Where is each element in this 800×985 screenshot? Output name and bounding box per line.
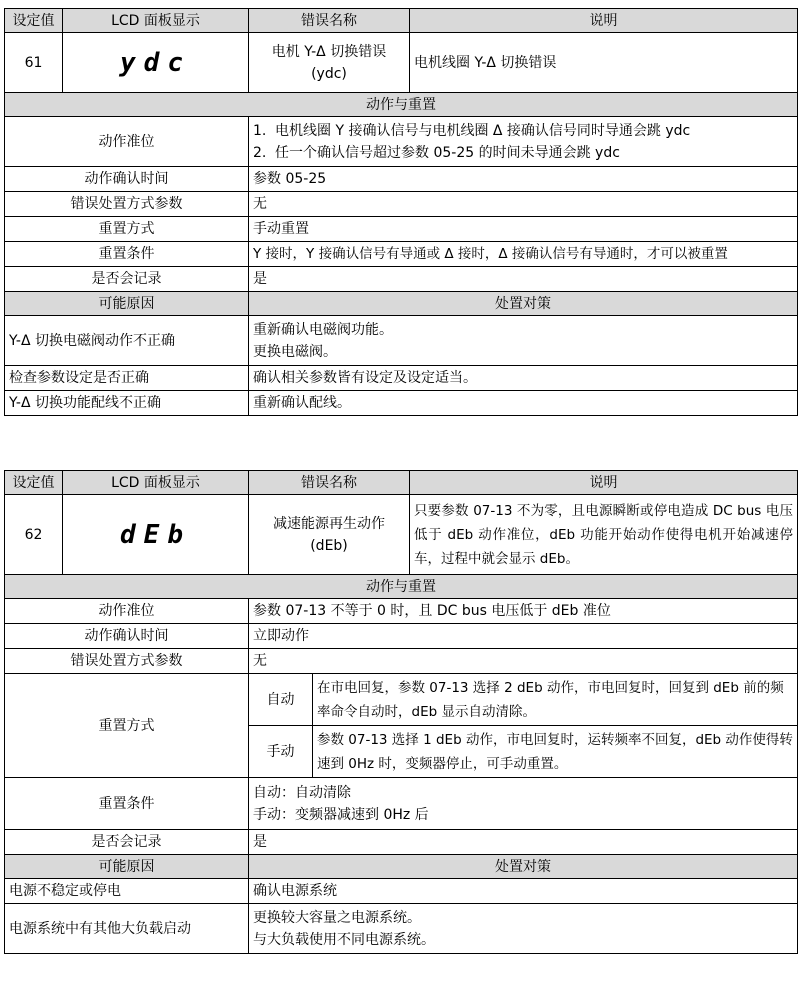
- list-item: 2. 任一个确认信号超过参数 05-25 的时间未导通会跳 ydc: [253, 144, 620, 161]
- measure-cell: [249, 316, 798, 366]
- reset-manual-label: 手动: [249, 726, 313, 778]
- list-item: 重新确认电磁阀功能。: [253, 321, 393, 338]
- error-name: [249, 495, 410, 575]
- error-name-line2: (ydc): [311, 65, 347, 82]
- cause-cell: 检查参数设定是否正确: [5, 366, 249, 391]
- handling-param-value: 无: [249, 649, 798, 674]
- label-reset-condition: 重置条件: [5, 778, 249, 830]
- reset-auto-label: 自动: [249, 674, 313, 726]
- header-setting: 设定值: [5, 9, 63, 33]
- reset-manual-text: 参数 07-13 选择 1 dEb 动作，市电回复时，运转频率不回复，dEb 动作使得转速到 0Hz 时，变频器停止，可手动重置。: [313, 726, 798, 778]
- measure-cell: 确认相关参数皆有设定及设定适当。: [249, 366, 798, 391]
- measure-cell: 确认电源系统: [249, 879, 798, 904]
- header-lcd: LCD 面板显示: [63, 9, 249, 33]
- measure-cell: [249, 904, 798, 954]
- cause-cell: Y-Δ 切换电磁阀动作不正确: [5, 316, 249, 366]
- reset-auto-text: 在市电回复，参数 07-13 选择 2 dEb 动作，市电回复时，回复到 dEb 前的频率命令自动时，dEb 显示自动清除。: [313, 674, 798, 726]
- action-level-list: [249, 117, 798, 167]
- error-name: [249, 33, 410, 93]
- fault-description: 电机线圈 Y-Δ 切换错误: [410, 33, 798, 93]
- fault-code: 62: [5, 495, 63, 575]
- fault-61-table: [4, 8, 798, 416]
- list-item: 与大负载使用不同电源系统。: [253, 931, 435, 948]
- lcd-display: dEb: [63, 495, 249, 575]
- list-item: 1. 电机线圈 Y 接确认信号与电机线圈 Δ 接确认信号同时导通会跳 ydc: [253, 122, 691, 139]
- cause-cell: Y-Δ 切换功能配线不正确: [5, 391, 249, 416]
- list-item: 手动：变频器减速到 0Hz 后: [253, 806, 429, 823]
- header-error-name: 错误名称: [249, 9, 410, 33]
- action-level-value: 参数 07-13 不等于 0 时，且 DC bus 电压低于 dEb 准位: [249, 599, 798, 624]
- list-item: 更换较大容量之电源系统。: [253, 909, 421, 926]
- confirm-time-value: 参数 05-25: [249, 167, 798, 192]
- header-lcd: LCD 面板显示: [63, 471, 249, 495]
- section-action-reset: 动作与重置: [5, 93, 798, 117]
- label-handling-param: 错误处置方式参数: [5, 192, 249, 217]
- label-record: 是否会记录: [5, 267, 249, 292]
- reset-condition-value: [249, 778, 798, 830]
- error-name-line2: (dEb): [310, 537, 348, 554]
- label-reset-condition: 重置条件: [5, 242, 249, 267]
- label-handling-param: 错误处置方式参数: [5, 649, 249, 674]
- section-action-reset: 动作与重置: [5, 575, 798, 599]
- measure-cell: 重新确认配线。: [249, 391, 798, 416]
- handling-param-value: 无: [249, 192, 798, 217]
- list-item: 更换电磁阀。: [253, 343, 337, 360]
- record-value: 是: [249, 267, 798, 292]
- header-error-name: 错误名称: [249, 471, 410, 495]
- reset-method-value: 手动重置: [249, 217, 798, 242]
- cause-cell: 电源不稳定或停电: [5, 879, 249, 904]
- label-action-level: 动作准位: [5, 117, 249, 167]
- header-description: 说明: [410, 471, 798, 495]
- fault-62-table: [4, 470, 798, 954]
- header-cause: 可能原因: [5, 292, 249, 316]
- fault-description: 只要参数 07-13 不为零，且电源瞬断或停电造成 DC bus 电压低于 dEb 动作准位，dEb 功能开始动作使得电机开始减速停车，过程中就会显示 dEb。: [410, 495, 798, 575]
- label-reset-method: 重置方式: [5, 674, 249, 778]
- header-cause: 可能原因: [5, 855, 249, 879]
- label-confirm-time: 动作确认时间: [5, 624, 249, 649]
- error-name-line1: 减速能源再生动作: [273, 515, 385, 532]
- fault-code: 61: [5, 33, 63, 93]
- header-measure: 处置对策: [249, 292, 798, 316]
- reset-condition-value: Y 接时，Y 接确认信号有导通或 Δ 接时，Δ 接确认信号有导通时，才可以被重置: [249, 242, 798, 267]
- error-name-line1: 电机 Y-Δ 切换错误: [271, 43, 387, 60]
- label-record: 是否会记录: [5, 830, 249, 855]
- label-confirm-time: 动作确认时间: [5, 167, 249, 192]
- header-description: 说明: [410, 9, 798, 33]
- confirm-time-value: 立即动作: [249, 624, 798, 649]
- list-item: 自动：自动清除: [253, 784, 351, 801]
- header-measure: 处置对策: [249, 855, 798, 879]
- record-value: 是: [249, 830, 798, 855]
- cause-cell: 电源系统中有其他大负载启动: [5, 904, 249, 954]
- label-reset-method: 重置方式: [5, 217, 249, 242]
- header-setting: 设定值: [5, 471, 63, 495]
- label-action-level: 动作准位: [5, 599, 249, 624]
- lcd-display: ydc: [63, 33, 249, 93]
